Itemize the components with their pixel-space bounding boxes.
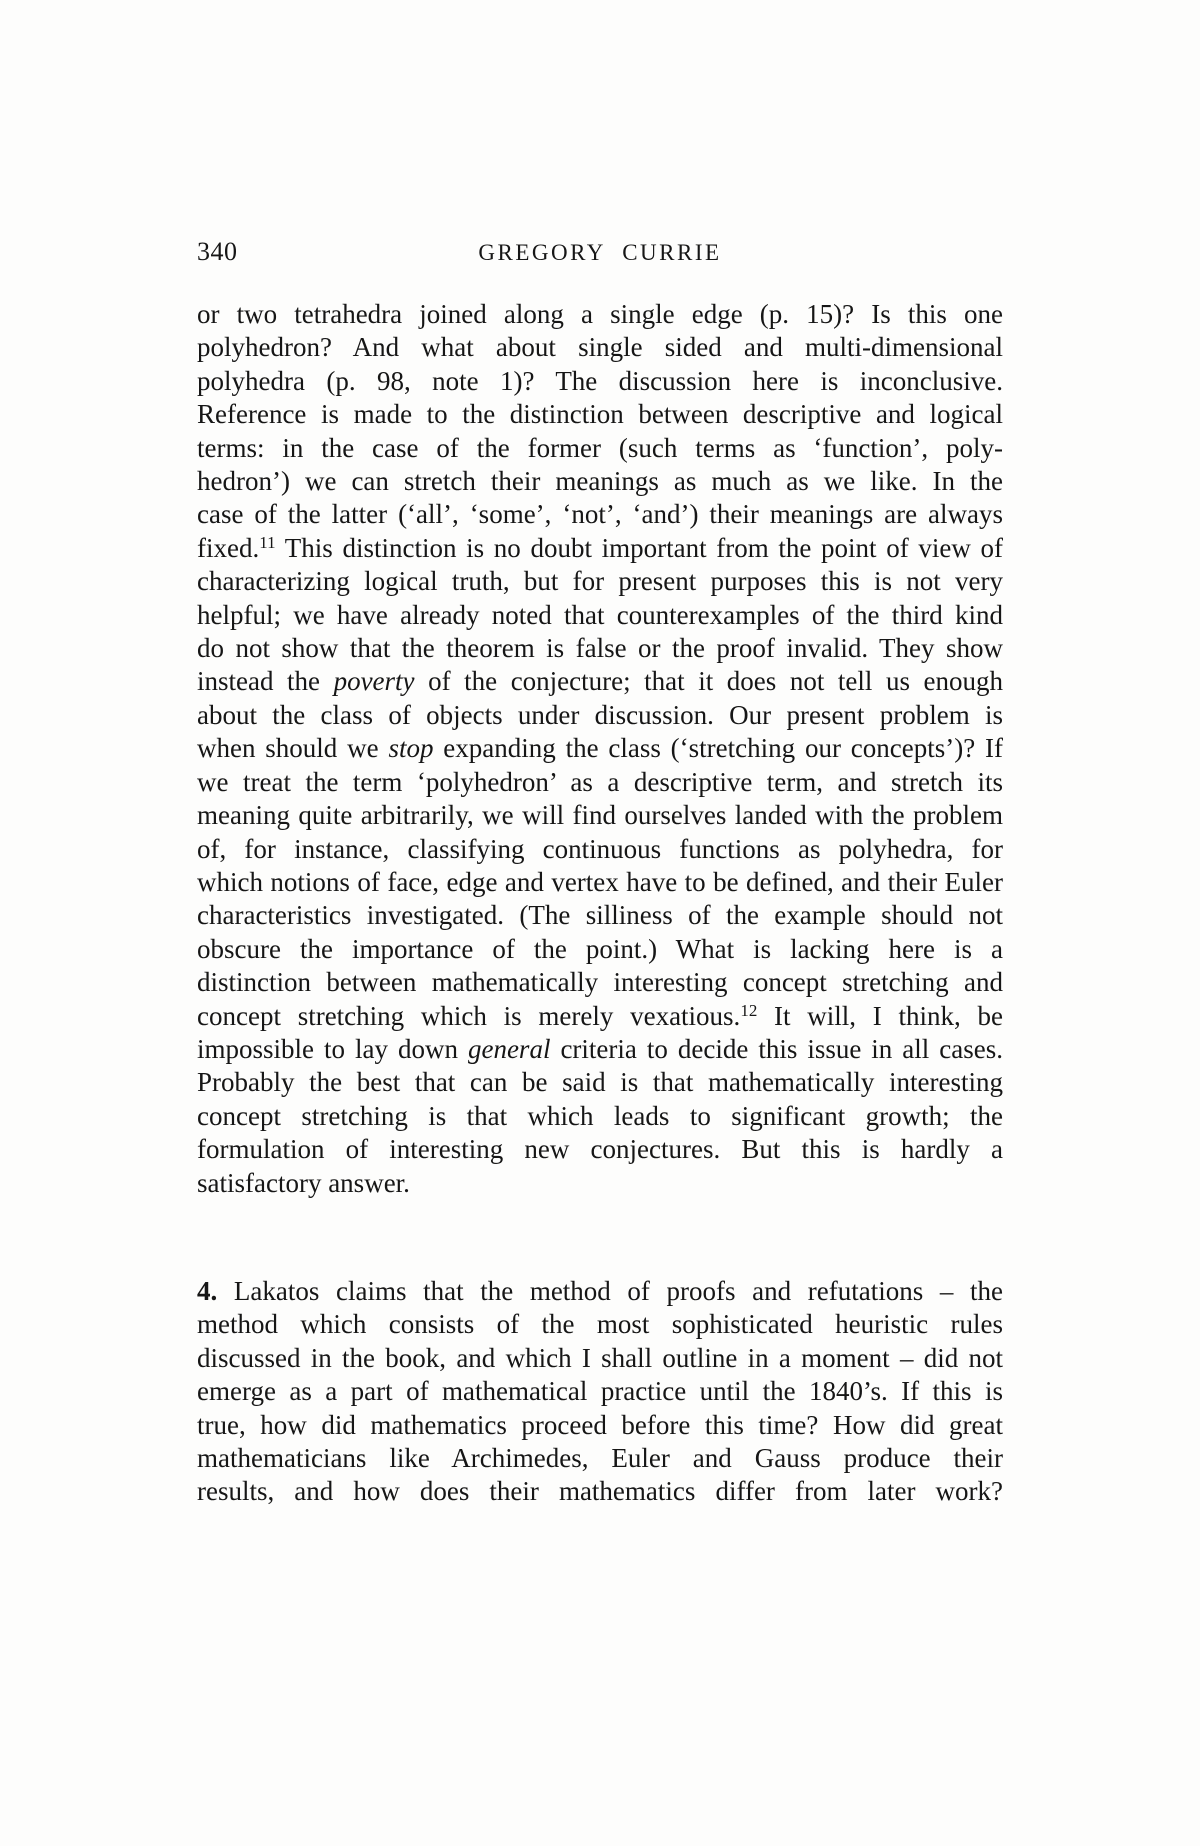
text-line [197,331,1003,364]
text-segment: helpful; we have already noted that counterexamples of the third kind [197,599,1003,630]
text-segment: terms: in the case of the former (such terms as ‘function’, poly- [197,432,1003,463]
text-segment: discussed in the book, and which I shall outline in a moment – did not [197,1342,1003,1373]
text-line [197,632,1003,665]
text-line [197,933,1003,966]
text-line [197,599,1003,632]
text-line [197,766,1003,799]
text-segment: or two tetrahedra joined along a single edge (p. 15)? Is this one [197,299,1003,329]
text-line [197,432,1003,465]
running-head-author: GREGORY CURRIE [478,240,722,265]
text-segment: true, how did mathematics proceed before this time? How did great [197,1409,1003,1440]
text-line [197,665,1003,698]
paragraph-section-4-lakatos [197,1275,1003,1509]
text-line [197,966,1003,999]
text-segment: polyhedra (p. 98, note 1)? The discussion here is inconclusive. [197,365,1003,396]
text-segment: It will, I think, be [757,1000,1003,1031]
text-line [197,298,1003,331]
text-line [197,1375,1003,1408]
text-segment: which notions of face, edge and vertex have to be defined, and their Euler [197,866,1003,897]
text-segment: general [467,1033,551,1064]
text-segment: poverty [333,666,415,697]
text-line [197,833,1003,866]
text-segment: results, and how does their mathematics differ from later work? [197,1476,1003,1507]
text-segment: obscure the importance of the point.) What is lacking here is a [197,933,1003,964]
text-segment: concept stretching is that which leads to significant growth; the [197,1100,1003,1131]
text-line [197,1100,1003,1133]
text-line [197,1442,1003,1475]
text-segment: characterizing logical truth, but for present purposes this is not very [197,566,1003,597]
text-segment: of the conjecture; that it does not tell us enough [414,666,1003,697]
text-line [197,365,1003,398]
text-line [197,465,1003,498]
text-segment: formulation of interesting new conjectures. But this is hardly a [197,1134,1003,1165]
text-line [197,899,1003,932]
text-segment: emerge as a part of mathematical practice until the 1840’s. If this is [197,1376,1003,1407]
text-segment: case of the latter (‘all’, ‘some’, ‘not’, ‘and’) their meanings are always [197,499,1003,530]
text-line [197,1000,1003,1033]
text-segment: hedron’) we can stretch their meanings as much as we like. In the [197,466,1003,497]
text-segment: This distinction is no doubt important from the point of view of [275,532,1003,563]
text-line [197,1342,1003,1375]
text-line [197,532,1003,565]
text-line [197,1475,1003,1508]
text-segment: fixed. [197,532,260,563]
text-line [197,565,1003,598]
text-line [197,1066,1003,1099]
body-text [197,298,1003,1509]
text-segment: concept stretching which is merely vexatious. [197,1000,741,1031]
text-line [197,1308,1003,1341]
text-segment: meaning quite arbitrarily, we will find ourselves landed with the problem [197,800,1003,831]
text-line [197,1275,1003,1308]
text-segment: we treat the term ‘polyhedron’ as a descriptive term, and stretch its [197,766,1003,797]
text-line [197,1133,1003,1166]
footnote-reference: 12 [740,1000,758,1020]
text-segment: polyhedron? And what about single sided and multi-dimensional [197,332,1003,363]
text-line [197,1409,1003,1442]
text-segment: Reference is made to the distinction between descriptive and logical [197,399,1003,430]
text-segment: characteristics investigated. (The silliness of the example should not [197,900,1003,931]
text-segment: instead the [197,666,334,697]
text-segment: expanding the class (‘stretching our concepts’)? If [433,733,1003,764]
text-line [197,1167,1003,1200]
paragraph-concept-stretching [197,298,1003,1200]
text-segment: stop [388,733,434,764]
text-segment: Lakatos claims that the method of proofs and refutations – the [217,1275,1003,1306]
text-line [197,1033,1003,1066]
text-segment: of, for instance, classifying continuous functions as polyhedra, for [197,833,1003,864]
page-number: 340 [197,237,238,266]
footnote-reference: 11 [259,532,276,552]
page-header [197,237,1003,269]
text-line [197,866,1003,899]
text-segment: satisfactory answer. [197,1167,410,1198]
text-line [197,699,1003,732]
text-segment: Probably the best that can be said is that mathematically interesting [197,1067,1003,1098]
text-segment: criteria to decide this issue in all cases. [550,1033,1003,1064]
text-segment: distinction between mathematically interesting concept stretching and [197,967,1003,998]
text-segment: do not show that the theorem is false or the proof invalid. They show [197,633,1003,664]
text-segment: 4. [197,1275,218,1306]
text-segment: when should we [197,733,389,764]
text-line [197,498,1003,531]
text-line [197,799,1003,832]
text-segment: mathematicians like Archimedes, Euler and Gauss produce their [197,1443,1003,1473]
text-segment: impossible to lay down [197,1033,468,1064]
text-line [197,398,1003,431]
text-line [197,732,1003,765]
text-segment: about the class of objects under discussion. Our present problem is [197,699,1003,730]
text-segment: method which consists of the most sophisticated heuristic rules [197,1309,1003,1340]
